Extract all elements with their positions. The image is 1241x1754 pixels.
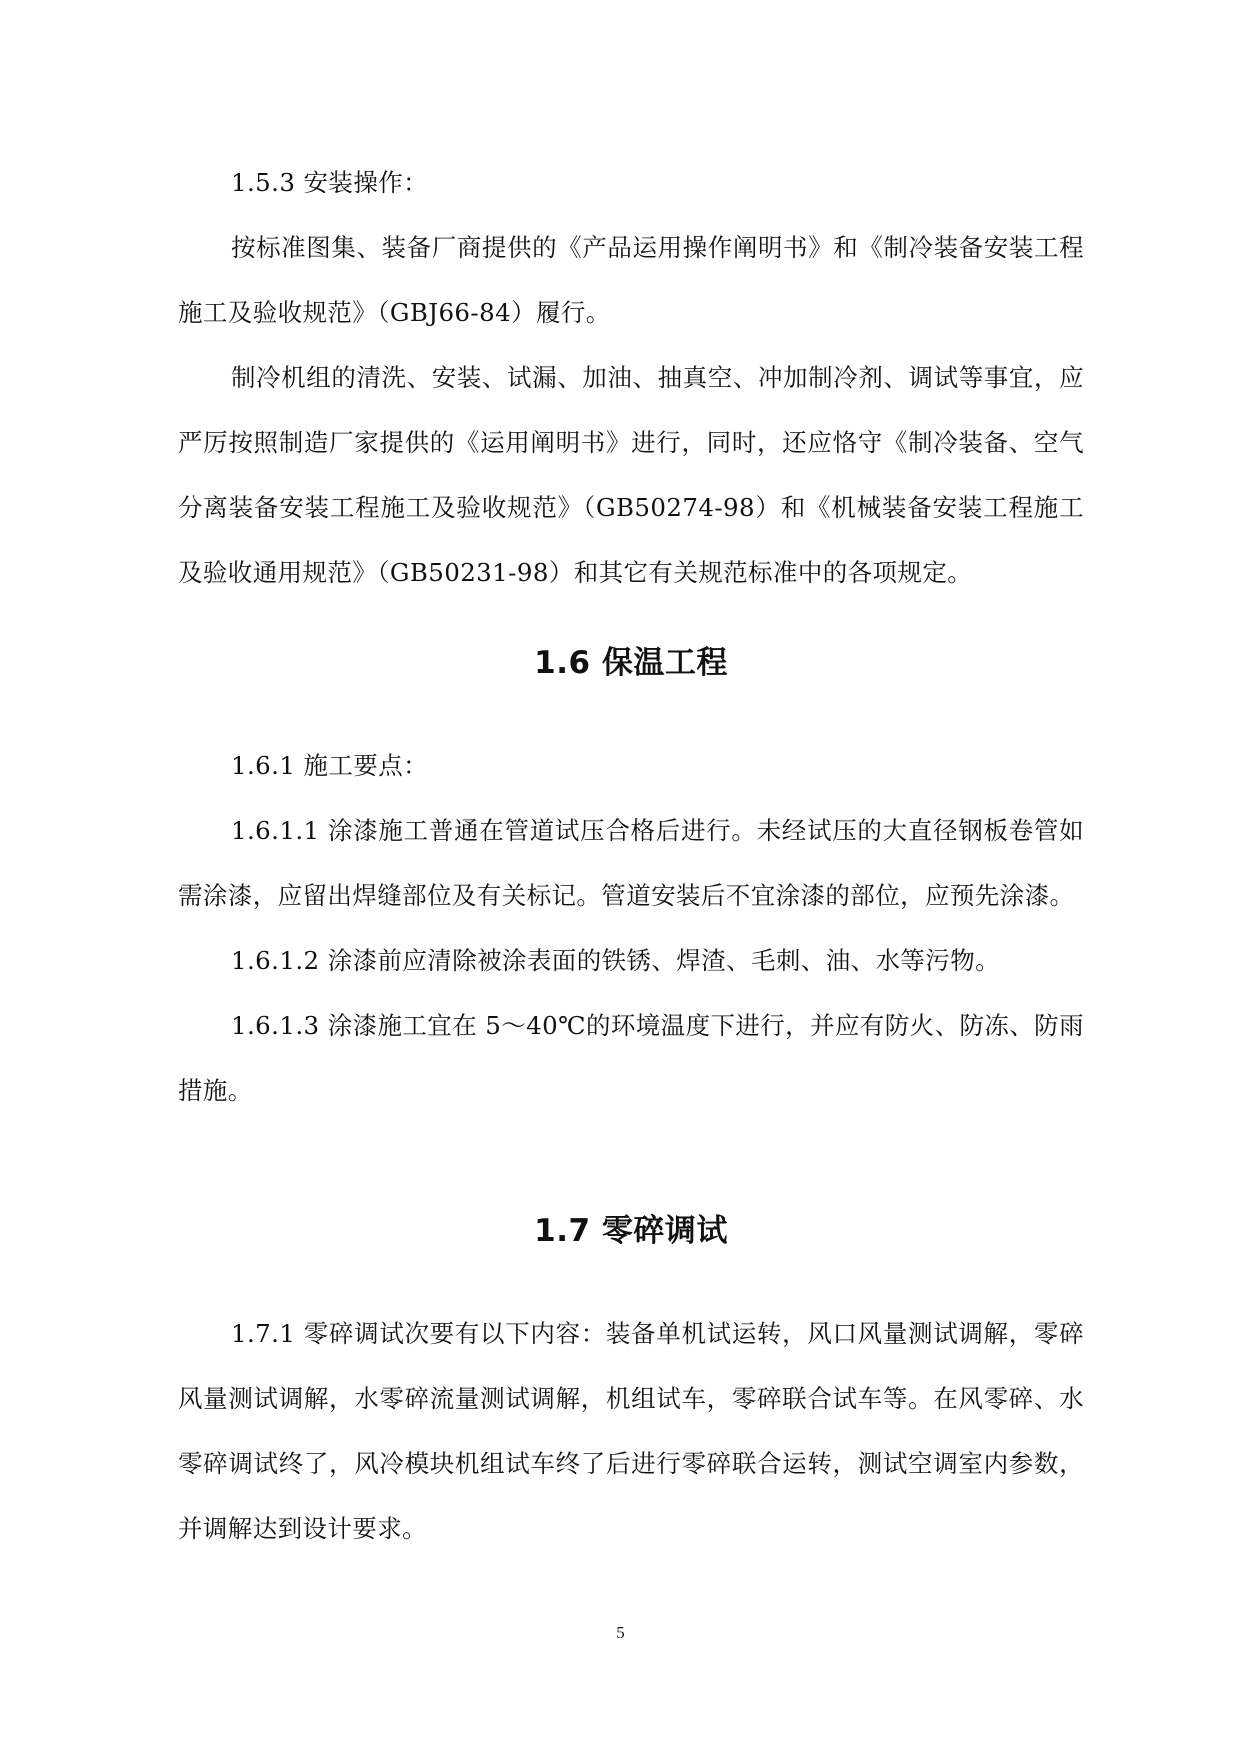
section-1-5-3	[178, 150, 1084, 605]
paragraph-system-debugging: 1.7.1 零碎调试次要有以下内容：装备单机试运转，风口风量测试调解，零碎风量测试调解，水零碎流量测试调解，机组试车，零碎联合试车等。在风零碎、水零碎调试终了，风冷模块机组试车终了后进行零碎联合运转，测试空调室内参数，并调解达到设计要求。	[178, 1319, 1084, 1543]
item-1-6-1-1: 1.6.1.1 涂漆施工普通在管道试压合格后进行。未经试压的大直径钢板卷管如需涂漆，应留出焊缝部位及有关标记。管道安装后不宜涂漆的部位，应预先涂漆。	[178, 816, 1084, 910]
paragraph-refrigeration-unit: 制冷机组的清洗、安装、试漏、加油、抽真空、冲加制冷剂、调试等事宜，应严厉按照制造厂家提供的《运用阐明书》进行，同时，还应恪守《制冷装备、空气分离装备安装工程施工及验收规范》（GB50274-98）和《机械装备安装工程施工及验收通用规范》（GB50231-98）和其它有关规范标准中的各项规定。	[178, 363, 1084, 587]
subsection-title-1-6-1: 1.6.1 施工要点：	[231, 751, 429, 780]
section-1-7	[178, 1301, 1084, 1561]
item-1-6-1-3: 1.6.1.3 涂漆施工宜在 5～40℃的环境温度下进行，并应有防火、防冻、防雨措施。	[178, 1011, 1084, 1105]
section-heading-1-6: 1.6 保温工程	[534, 645, 728, 681]
item-1-6-1-2: 1.6.1.2 涂漆前应清除被涂表面的铁锈、焊渣、毛刺、油、水等污物。	[231, 946, 1000, 975]
section-1-6	[178, 733, 1084, 1123]
paragraph-installation-standard: 按标准图集、装备厂商提供的《产品运用操作阐明书》和《制冷装备安装工程施工及验收规范》（GBJ66-84）履行。	[178, 233, 1084, 327]
section-heading-1-7: 1.7 零碎调试	[534, 1213, 728, 1249]
page-number: 5	[616, 1623, 625, 1642]
subsection-title-1-5-3: 1.5.3 安装操作：	[231, 168, 429, 197]
